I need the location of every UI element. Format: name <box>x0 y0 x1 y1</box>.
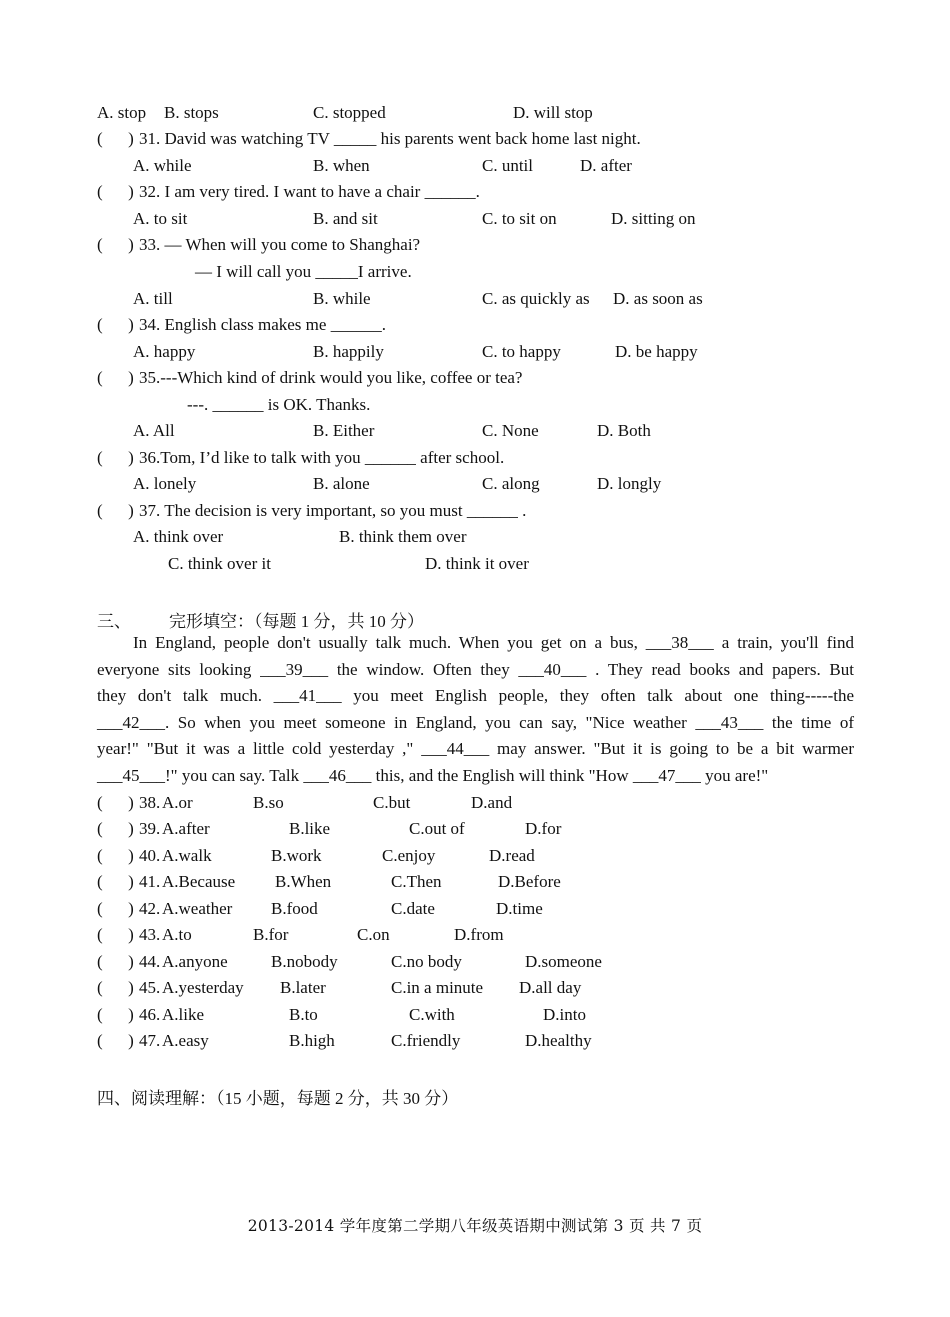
option-b: B. and sit <box>313 209 378 228</box>
option-c: C. to happy <box>482 342 561 361</box>
question-stem: 37. The decision is very important, so you must ______ . <box>139 501 527 520</box>
option-b: B.to <box>289 1005 318 1024</box>
option-b: B.so <box>253 793 284 812</box>
option-c: C.on <box>357 925 390 944</box>
passage-line: ___45___!" you can say. Talk ___46___ this, and the English will think "How ___47___ you are!" <box>97 766 769 785</box>
option-a: A. to sit <box>133 209 188 228</box>
option-b: B.later <box>280 978 326 997</box>
option-a: A.weather <box>162 899 233 918</box>
passage-line: ___42___. So when you meet someone in England, you can say, "Nice weather ___43___ the time of <box>97 713 854 732</box>
option-d: D.Before <box>498 872 561 891</box>
answer-bracket: ( ) <box>97 182 134 201</box>
question-number: 38. <box>139 793 161 812</box>
passage-line: they don't talk much. ___41___ you meet English people, they often talk about one thing-----the <box>97 686 854 705</box>
option-d: D.read <box>489 846 535 865</box>
answer-bracket: ( ) <box>97 315 134 334</box>
question-stem: 33. — When will you come to Shanghai? <box>139 235 421 254</box>
option-d: D.into <box>543 1005 586 1024</box>
option-a: A. while <box>133 156 192 175</box>
question-number: 47. <box>139 1031 161 1050</box>
option-c: C.but <box>373 793 411 812</box>
answer-bracket: ( ) <box>97 1005 134 1024</box>
answer-bracket: ( ) <box>97 872 134 891</box>
option-b: B.for <box>253 925 289 944</box>
question-stem: 34. English class makes me ______. <box>139 315 386 334</box>
option-b: B. while <box>313 289 371 308</box>
option-d: D.time <box>496 899 543 918</box>
option-d: D. after <box>580 156 632 175</box>
option-a: A.easy <box>162 1031 209 1050</box>
answer-bracket: ( ) <box>97 978 134 997</box>
option-b: B. think them over <box>339 527 467 546</box>
option-c: C.date <box>391 899 435 918</box>
option-a: A.walk <box>162 846 212 865</box>
option-c: C. think over it <box>168 554 271 573</box>
answer-bracket: ( ) <box>97 846 134 865</box>
question-number: 39. <box>139 819 161 838</box>
option-a: A. lonely <box>133 474 197 493</box>
answer-bracket: ( ) <box>97 819 134 838</box>
option-b: B.like <box>289 819 331 838</box>
option-c: C.Then <box>391 872 442 891</box>
option-b: B.work <box>271 846 322 865</box>
passage-line: year!" "But it was a little cold yesterday ," ___44___ may answer. "But it is going to be a bit warmer <box>97 739 854 758</box>
option-a: A. All <box>133 421 175 440</box>
answer-bracket: ( ) <box>97 501 134 520</box>
passage-line: In England, people don't usually talk much. When you get on a bus, ___38___ a train, you'll find <box>133 633 854 652</box>
question-number: 46. <box>139 1005 161 1024</box>
option-a: A.to <box>162 925 192 944</box>
option-d: D.healthy <box>525 1031 592 1050</box>
question-stem-reply: — I will call you _____I arrive. <box>195 262 412 281</box>
option-d: D. be happy <box>615 342 698 361</box>
option-d: D.all day <box>519 978 582 997</box>
option-a: A.or <box>162 793 193 812</box>
page-footer: 2013-2014 学年度第二学期八年级英语期中测试第 3 页 共 7 页 <box>247 1217 703 1235</box>
option-a: A.yesterday <box>162 978 244 997</box>
answer-bracket: ( ) <box>97 793 134 812</box>
question-number: 43. <box>139 925 161 944</box>
option-d: D. longly <box>597 474 662 493</box>
option-d: D. think it over <box>425 554 529 573</box>
answer-bracket: ( ) <box>97 952 134 971</box>
question-number: 44. <box>139 952 161 971</box>
option-b: B. Either <box>313 421 375 440</box>
option-b: B. alone <box>313 474 370 493</box>
answer-bracket: ( ) <box>97 925 134 944</box>
question-stem: 32. I am very tired. I want to have a chair ______. <box>139 182 480 201</box>
answer-bracket: ( ) <box>97 448 134 467</box>
option-c: C.friendly <box>391 1031 461 1050</box>
option-b: B.food <box>271 899 318 918</box>
option-d: D. as soon as <box>613 289 703 308</box>
q30-option-d: D. will stop <box>513 103 593 122</box>
q30-option-b: B. stops <box>164 103 219 122</box>
option-c: C.out of <box>409 819 465 838</box>
option-b: B.nobody <box>271 952 338 971</box>
section-title: 完形填空：（每题 1 分，共 10 分） <box>169 612 424 631</box>
q30-option-a: A. stop <box>97 103 147 122</box>
question-number: 41. <box>139 872 161 891</box>
option-d: D.and <box>471 793 513 812</box>
question-stem: 35.---Which kind of drink would you like, coffee or tea? <box>139 368 523 387</box>
option-c: C. until <box>482 156 534 175</box>
option-d: D. sitting on <box>611 209 696 228</box>
option-a: A.after <box>162 819 210 838</box>
option-d: D.from <box>454 925 504 944</box>
option-a: A.anyone <box>162 952 228 971</box>
answer-bracket: ( ) <box>97 899 134 918</box>
option-b: B. happily <box>313 342 384 361</box>
answer-bracket: ( ) <box>97 368 134 387</box>
section-number: 三、 <box>97 612 131 631</box>
option-c: C. None <box>482 421 539 440</box>
option-c: C.with <box>409 1005 455 1024</box>
option-b: B.high <box>289 1031 335 1050</box>
option-a: A. till <box>133 289 173 308</box>
option-b: B.When <box>275 872 332 891</box>
section-4-heading: 四、阅读理解：（15 小题，每题 2 分，共 30 分） <box>97 1089 459 1108</box>
option-c: C.no body <box>391 952 462 971</box>
option-c: C. along <box>482 474 540 493</box>
answer-bracket: ( ) <box>97 129 134 148</box>
option-d: D.for <box>525 819 562 838</box>
question-number: 45. <box>139 978 161 997</box>
question-stem-reply: ---. ______ is OK. Thanks. <box>187 395 371 414</box>
question-number: 40. <box>139 846 161 865</box>
option-a: A. think over <box>133 527 224 546</box>
q30-option-c: C. stopped <box>313 103 386 122</box>
option-c: C.enjoy <box>382 846 436 865</box>
option-c: C. to sit on <box>482 209 557 228</box>
answer-bracket: ( ) <box>97 235 134 254</box>
question-stem: 36.Tom, I’d like to talk with you ______ after school. <box>139 448 505 467</box>
option-d: D.someone <box>525 952 602 971</box>
option-d: D. Both <box>597 421 651 440</box>
passage-line: everyone sits looking ___39___ the window. Often they ___40___ . They read books and papers. But <box>97 660 854 679</box>
option-b: B. when <box>313 156 370 175</box>
option-c: C.in a minute <box>391 978 484 997</box>
option-a: A.Because <box>162 872 236 891</box>
question-stem: 31. David was watching TV _____ his parents went back home last night. <box>139 129 641 148</box>
answer-bracket: ( ) <box>97 1031 134 1050</box>
option-a: A. happy <box>133 342 196 361</box>
option-a: A.like <box>162 1005 205 1024</box>
option-c: C. as quickly as <box>482 289 590 308</box>
question-number: 42. <box>139 899 161 918</box>
